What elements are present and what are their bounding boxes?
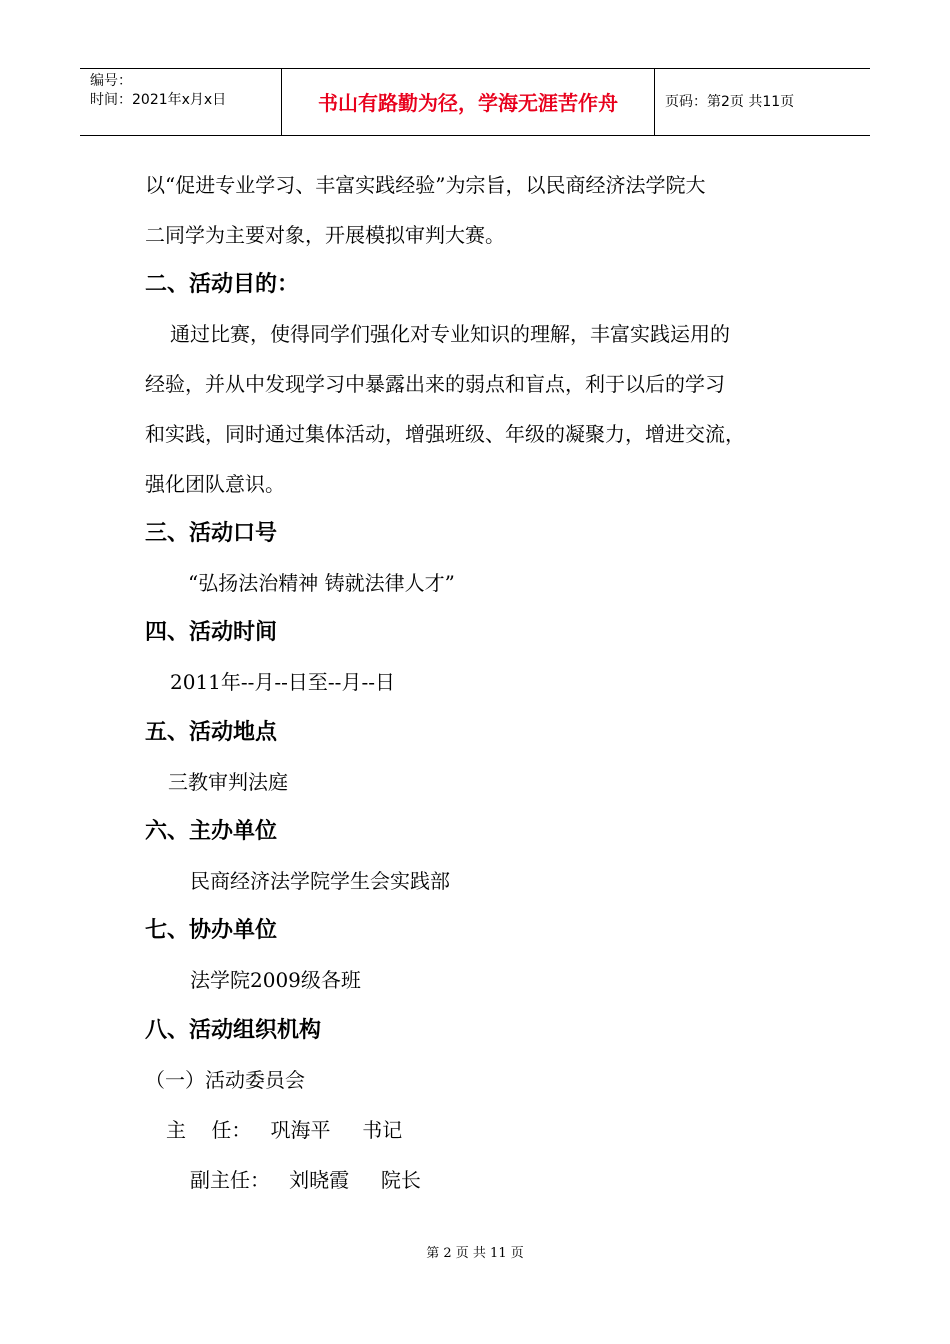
page-code: 页码：第2页 共11页 — [665, 94, 795, 110]
committee-subheading: （一）活动委员会 — [145, 1068, 305, 1092]
header-info-cell — [80, 69, 282, 135]
intro-line-1: 以“促进专业学习、丰富实践经验”为宗旨，以民商经济法学院大 — [145, 173, 706, 197]
co-host-text: 法学院2009级各班 — [190, 968, 361, 992]
slogan-text: “弘扬法治精神 铸就法律人才” — [188, 571, 455, 595]
date-line: 时间：2021年x月x日 — [90, 92, 227, 108]
serial-number-label: 编号： — [90, 73, 132, 89]
purpose-line-1: 通过比赛，使得同学们强化对专业知识的理解，丰富实践运用的 — [170, 322, 730, 346]
section-heading-slogan: 三、活动口号 — [145, 521, 278, 546]
header-page-cell — [655, 69, 870, 135]
intro-line-2: 二同学为主要对象，开展模拟审判大赛。 — [145, 223, 505, 247]
page-footer: 第 2 页 共 11 页 — [426, 1246, 524, 1261]
purpose-line-4: 强化团队意识。 — [145, 472, 285, 496]
host-text: 民商经济法学院学生会实践部 — [190, 869, 450, 893]
motto: 书山有路勤为径，学海无涯苦作舟 — [318, 91, 618, 115]
time-text: 2011年--月--日至--月--日 — [170, 670, 395, 694]
section-heading-organization: 八、活动组织机构 — [145, 1018, 322, 1043]
section-heading-purpose: 二、活动目的： — [145, 272, 300, 297]
section-heading-place: 五、活动地点 — [145, 720, 278, 745]
director-line: 主 任： 巩海平 书记 — [166, 1118, 403, 1142]
document-header — [80, 68, 870, 136]
purpose-line-2: 经验，并从中发现学习中暴露出来的弱点和盲点，利于以后的学习 — [145, 372, 725, 396]
section-heading-host: 六、主办单位 — [145, 819, 278, 844]
place-text: 三教审判法庭 — [168, 770, 288, 794]
deputy-director-line: 副主任： 刘晓霞 院长 — [190, 1168, 421, 1192]
header-motto-cell — [282, 69, 655, 135]
section-heading-co-host: 七、协办单位 — [145, 918, 278, 943]
purpose-line-3: 和实践，同时通过集体活动，增强班级、年级的凝聚力，增进交流， — [145, 422, 745, 446]
section-heading-time: 四、活动时间 — [145, 620, 278, 645]
